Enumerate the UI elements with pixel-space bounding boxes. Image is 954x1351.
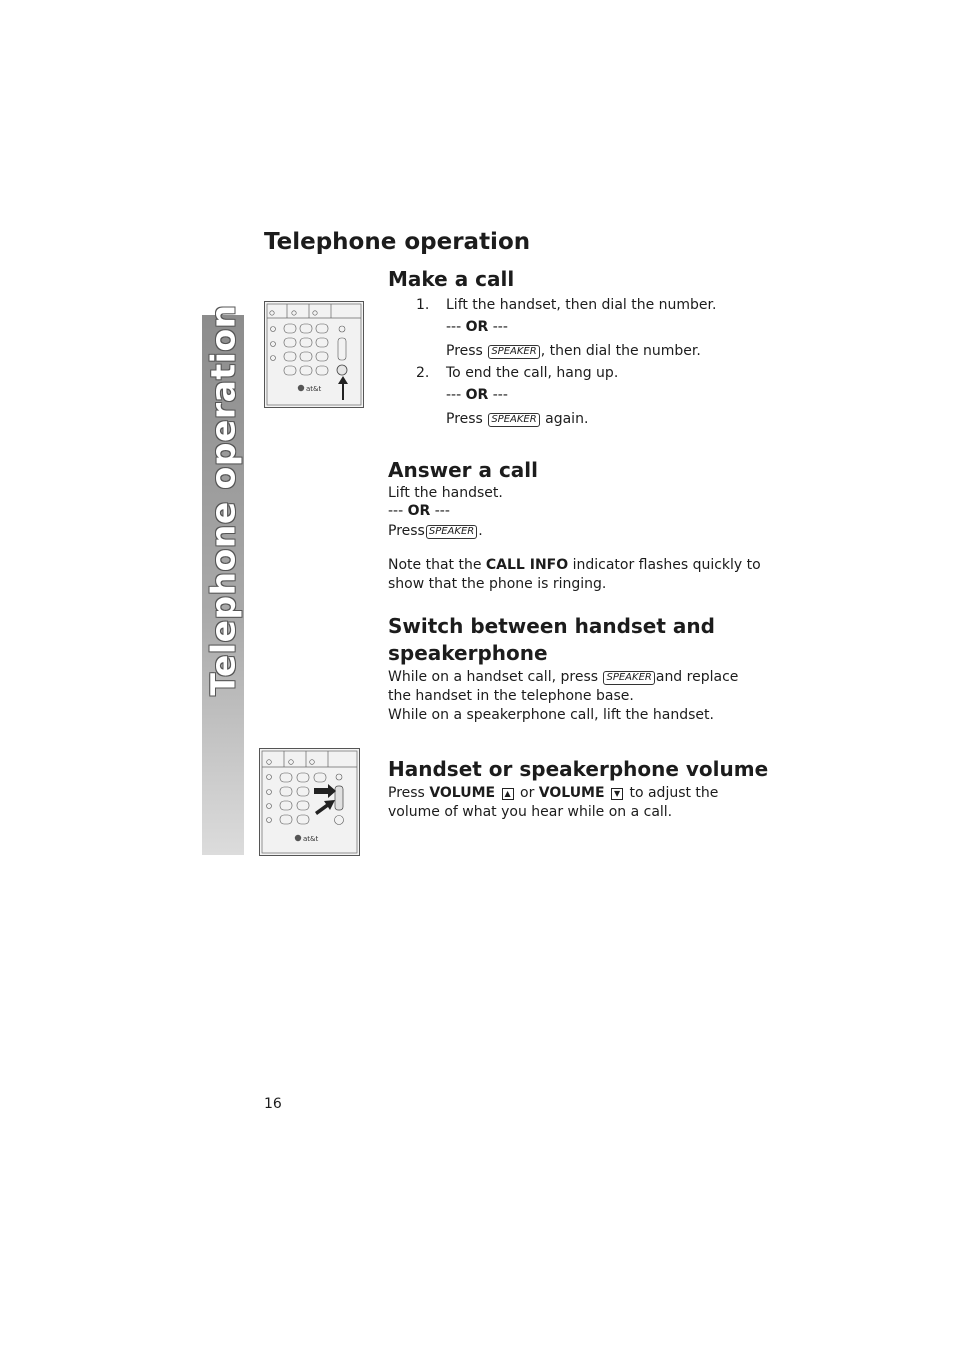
volume-heading: Handset or speakerphone volume xyxy=(388,757,769,781)
make-call-heading: Make a call xyxy=(388,267,515,291)
answer-call-press: Press SPEAKER . xyxy=(388,523,483,539)
phone-volume-drawing xyxy=(260,749,359,855)
phone-brand-logo: at&t xyxy=(303,835,319,843)
speaker-key: SPEAKER xyxy=(426,525,477,539)
speaker-key: SPEAKER xyxy=(488,345,539,359)
speaker-key: SPEAKER xyxy=(488,413,539,427)
page-number: 16 xyxy=(264,1096,282,1112)
switch-heading: Switch between handset and speakerphone xyxy=(388,614,715,665)
speaker-key: SPEAKER xyxy=(603,671,654,685)
phone-speaker-drawing xyxy=(265,302,363,407)
answer-call-or: --- OR --- xyxy=(388,503,450,519)
phone-illustration-speaker xyxy=(264,301,364,408)
make-call-step1: Lift the handset, then dial the number. xyxy=(446,297,717,313)
answer-call-heading: Answer a call xyxy=(388,458,539,482)
switch-body: While on a handset call, press SPEAKER and replace the handset in the telephone base. While on a speakerphone call, lift the handset. xyxy=(388,669,739,723)
phone-brand-logo: at&t xyxy=(306,385,322,393)
answer-call-note: Note that the CALL INFO indicator flashes quickly to show that the phone is ringing. xyxy=(388,557,761,592)
volume-body: Press VOLUME ▲ or VOLUME ▼ to adjust the volume of what you hear while on a call. xyxy=(388,785,719,820)
make-call-or-1: --- OR --- xyxy=(446,319,508,335)
make-call-step1-alt: Press SPEAKER , then dial the number. xyxy=(446,343,701,359)
side-tab-label: Telephone operation xyxy=(203,304,243,696)
make-call-step2: To end the call, hang up. xyxy=(446,365,619,381)
page-title: Telephone operation xyxy=(264,229,531,255)
phone-illustration-volume xyxy=(259,748,360,856)
make-call-or-2: --- OR --- xyxy=(446,387,508,403)
volume-up-icon: ▲ xyxy=(502,788,514,800)
volume-down-icon: ▼ xyxy=(611,788,623,800)
step-number-2: 2. xyxy=(416,365,430,381)
make-call-step2-alt: Press SPEAKER again. xyxy=(446,411,589,427)
step-number-1: 1. xyxy=(416,297,430,313)
answer-call-line1: Lift the handset. xyxy=(388,485,503,501)
